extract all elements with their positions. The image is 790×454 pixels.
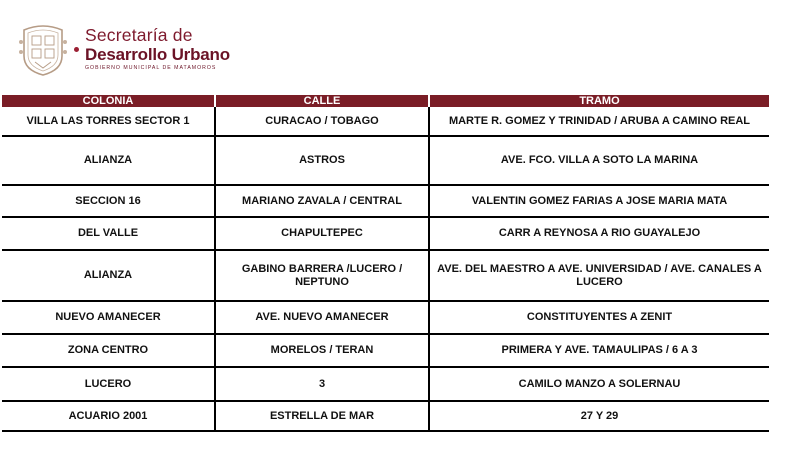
column-header-tramo: TRAMO bbox=[429, 95, 769, 107]
cell-colonia: NUEVO AMANECER bbox=[2, 301, 215, 334]
cell-calle: CHAPULTEPEC bbox=[215, 217, 429, 250]
cell-calle: AVE. NUEVO AMANECER bbox=[215, 301, 429, 334]
cell-colonia: ACUARIO 2001 bbox=[2, 401, 215, 431]
brand-title-line1: Secretaría de bbox=[85, 25, 193, 46]
table-row bbox=[2, 334, 769, 367]
cell-calle: GABINO BARRERA /LUCERO / NEPTUNO bbox=[215, 250, 429, 301]
streets-table bbox=[2, 95, 769, 432]
table-row bbox=[2, 217, 769, 250]
cell-colonia: DEL VALLE bbox=[2, 217, 215, 250]
cell-tramo: 27 Y 29 bbox=[429, 401, 769, 431]
table-row bbox=[2, 250, 769, 301]
brand-block bbox=[85, 27, 230, 71]
brand-title-line2: Desarrollo Urbano bbox=[85, 44, 230, 64]
cell-calle: MORELOS / TERAN bbox=[215, 334, 429, 367]
cell-calle: ESTRELLA DE MAR bbox=[215, 401, 429, 431]
table-row bbox=[2, 107, 769, 136]
cell-calle: ASTROS bbox=[215, 136, 429, 185]
brand-subtitle: GOBIERNO MUNICIPAL DE MATAMOROS bbox=[85, 64, 217, 71]
table-row bbox=[2, 136, 769, 185]
cell-colonia: VILLA LAS TORRES SECTOR 1 bbox=[2, 107, 215, 136]
cell-calle: 3 bbox=[215, 367, 429, 401]
cell-colonia: ALIANZA bbox=[2, 136, 215, 185]
table-row bbox=[2, 367, 769, 401]
column-header-colonia: COLONIA bbox=[2, 95, 215, 107]
cell-calle: MARIANO ZAVALA / CENTRAL bbox=[215, 185, 429, 217]
column-header-calle: CALLE bbox=[215, 95, 429, 107]
cell-tramo: AVE. DEL MAESTRO A AVE. UNIVERSIDAD / AVE. CANALES A LUCERO bbox=[429, 250, 769, 301]
cell-tramo: CARR A REYNOSA A RIO GUAYALEJO bbox=[429, 217, 769, 250]
cell-tramo: MARTE R. GOMEZ Y TRINIDAD / ARUBA A CAMINO REAL bbox=[429, 107, 769, 136]
cell-tramo: CAMILO MANZO A SOLERNAU bbox=[429, 367, 769, 401]
cell-colonia: LUCERO bbox=[2, 367, 215, 401]
table-row bbox=[2, 401, 769, 431]
cell-tramo: AVE. FCO. VILLA A SOTO LA MARINA bbox=[429, 136, 769, 185]
cell-colonia: ALIANZA bbox=[2, 250, 215, 301]
cell-colonia: ZONA CENTRO bbox=[2, 334, 215, 367]
cell-tramo: CONSTITUYENTES A ZENIT bbox=[429, 301, 769, 334]
cell-calle: CURACAO / TOBAGO bbox=[215, 107, 429, 136]
letterhead bbox=[18, 20, 230, 78]
table-header-row bbox=[2, 95, 769, 107]
table-row bbox=[2, 185, 769, 217]
table-row bbox=[2, 301, 769, 334]
cell-tramo: VALENTIN GOMEZ FARIAS A JOSE MARIA MATA bbox=[429, 185, 769, 217]
cell-tramo: PRIMERA Y AVE. TAMAULIPAS / 6 A 3 bbox=[429, 334, 769, 367]
brand-separator-dot bbox=[74, 47, 79, 52]
municipal-seal-icon bbox=[18, 22, 68, 76]
cell-colonia: SECCION 16 bbox=[2, 185, 215, 217]
